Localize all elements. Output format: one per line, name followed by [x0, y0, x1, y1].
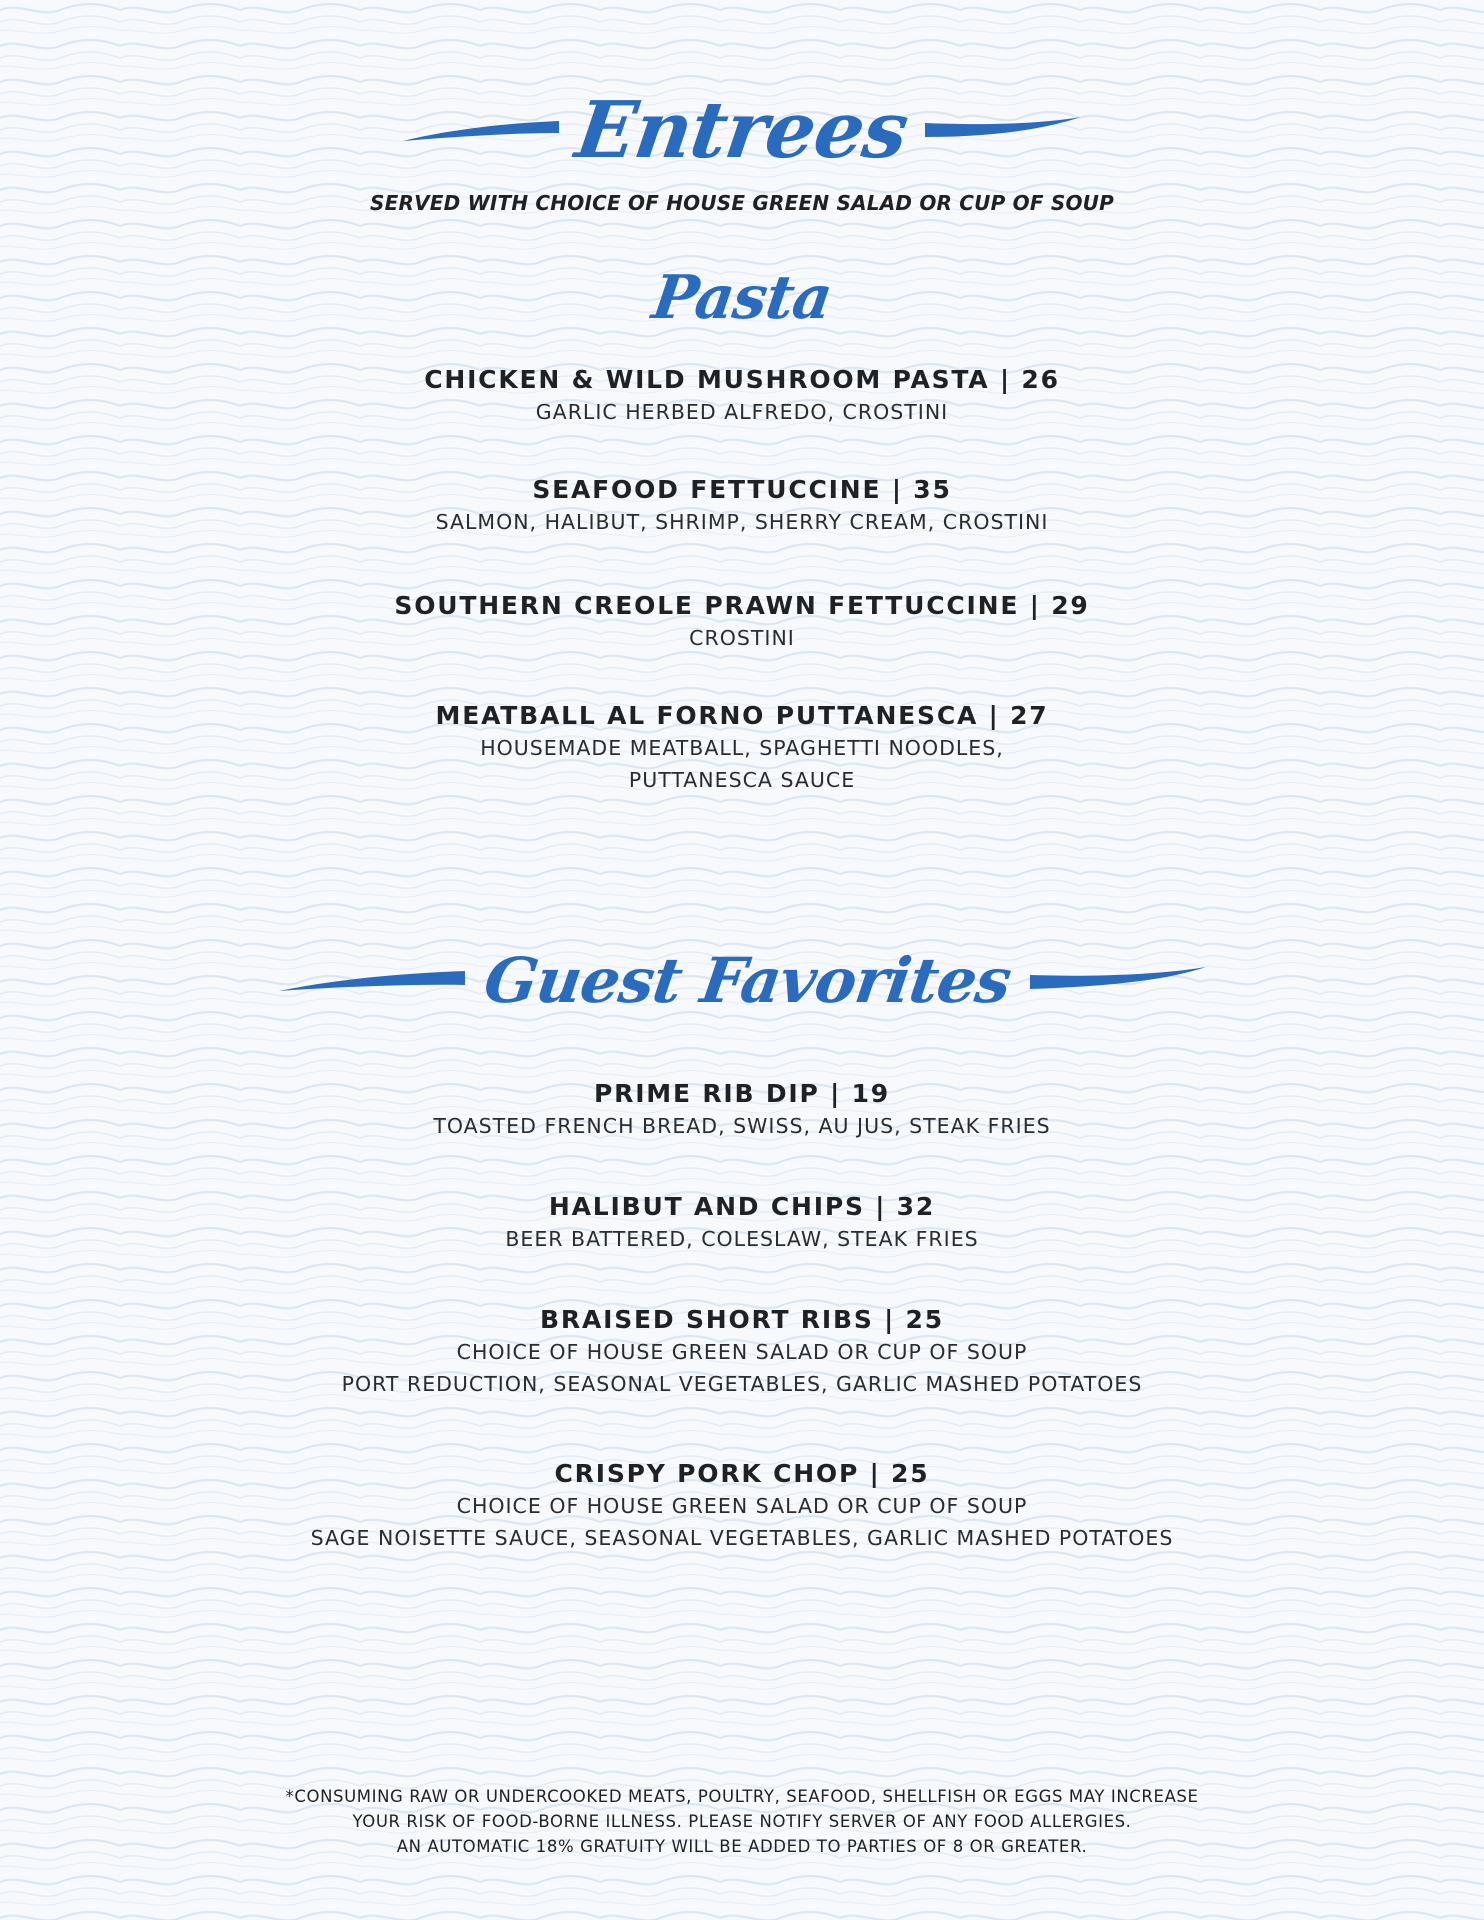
item-description: TOASTED FRENCH BREAD, SWISS, AU JUS, STEAK FRIES [433, 1114, 1051, 1138]
allergy-disclaimer [0, 1784, 1484, 1859]
item-description: GARLIC HERBED ALFREDO, CROSTINI [535, 400, 949, 424]
item-name: MEATBALL AL FORNO PUTTANESCA | 27 [435, 701, 1049, 730]
menu-item [0, 700, 1484, 796]
item-description: BEER BATTERED, COLESLAW, STEAK FRIES [505, 1227, 979, 1251]
menu-item [0, 1304, 1484, 1400]
disclaimer-line: *CONSUMING RAW OR UNDERCOOKED MEATS, POULTRY, SEAFOOD, SHELLFISH OR EGGS MAY INCREASE [285, 1787, 1199, 1806]
item-name: HALIBUT AND CHIPS | 32 [548, 1192, 936, 1221]
menu-item [0, 1078, 1484, 1142]
guest-favorites-title: Guest Favorites [479, 943, 1015, 1017]
item-name: SOUTHERN CREOLE PRAWN FETTUCCINE | 29 [394, 591, 1090, 620]
item-name: PRIME RIB DIP | 19 [594, 1079, 890, 1108]
gratuity-note: AN AUTOMATIC 18% GRATUITY WILL BE ADDED TO PARTIES OF 8 OR GREATER. [396, 1837, 1088, 1856]
right-swoosh-decoration [923, 115, 1083, 145]
item-description: CROSTINI [689, 626, 795, 650]
item-description: CHOICE OF HOUSE GREEN SALAD OR CUP OF SOUP [456, 1340, 1028, 1364]
item-name: CHICKEN & WILD MUSHROOM PASTA | 26 [424, 365, 1060, 394]
guest-favorites-heading [0, 930, 1484, 1030]
entrees-heading [0, 80, 1484, 180]
item-name: SEAFOOD FETTUCCINE | 35 [532, 475, 952, 504]
menu-item [0, 474, 1484, 538]
menu-item [0, 1458, 1484, 1554]
disclaimer-line: YOUR RISK OF FOOD-BORNE ILLNESS. PLEASE NOTIFY SERVER OF ANY FOOD ALLERGIES. [352, 1812, 1132, 1831]
menu-item [0, 364, 1484, 428]
entrees-title: Entrees [570, 84, 914, 176]
menu-item [0, 590, 1484, 654]
right-swoosh-decoration [1028, 965, 1208, 995]
left-swoosh-decoration [401, 115, 561, 145]
item-description: PORT REDUCTION, SEASONAL VEGETABLES, GARLIC MASHED POTATOES [341, 1372, 1143, 1396]
item-description: CHOICE OF HOUSE GREEN SALAD OR CUP OF SOUP [456, 1494, 1028, 1518]
entrees-subtitle: SERVED WITH CHOICE OF HOUSE GREEN SALAD OR CUP OF SOUP [370, 191, 1114, 215]
item-description: HOUSEMADE MEATBALL, SPAGHETTI NOODLES, [480, 736, 1004, 760]
item-description: SALMON, HALIBUT, SHRIMP, SHERRY CREAM, CROSTINI [435, 510, 1049, 534]
item-description: PUTTANESCA SAUCE [628, 768, 856, 792]
left-swoosh-decoration [277, 965, 467, 995]
menu-item [0, 1191, 1484, 1255]
pasta-section-title: Pasta [648, 263, 836, 333]
item-name: BRAISED SHORT RIBS | 25 [540, 1305, 944, 1334]
item-name: CRISPY PORK CHOP | 25 [554, 1459, 930, 1488]
item-description: SAGE NOISETTE SAUCE, SEASONAL VEGETABLES, GARLIC MASHED POTATOES [310, 1526, 1174, 1550]
